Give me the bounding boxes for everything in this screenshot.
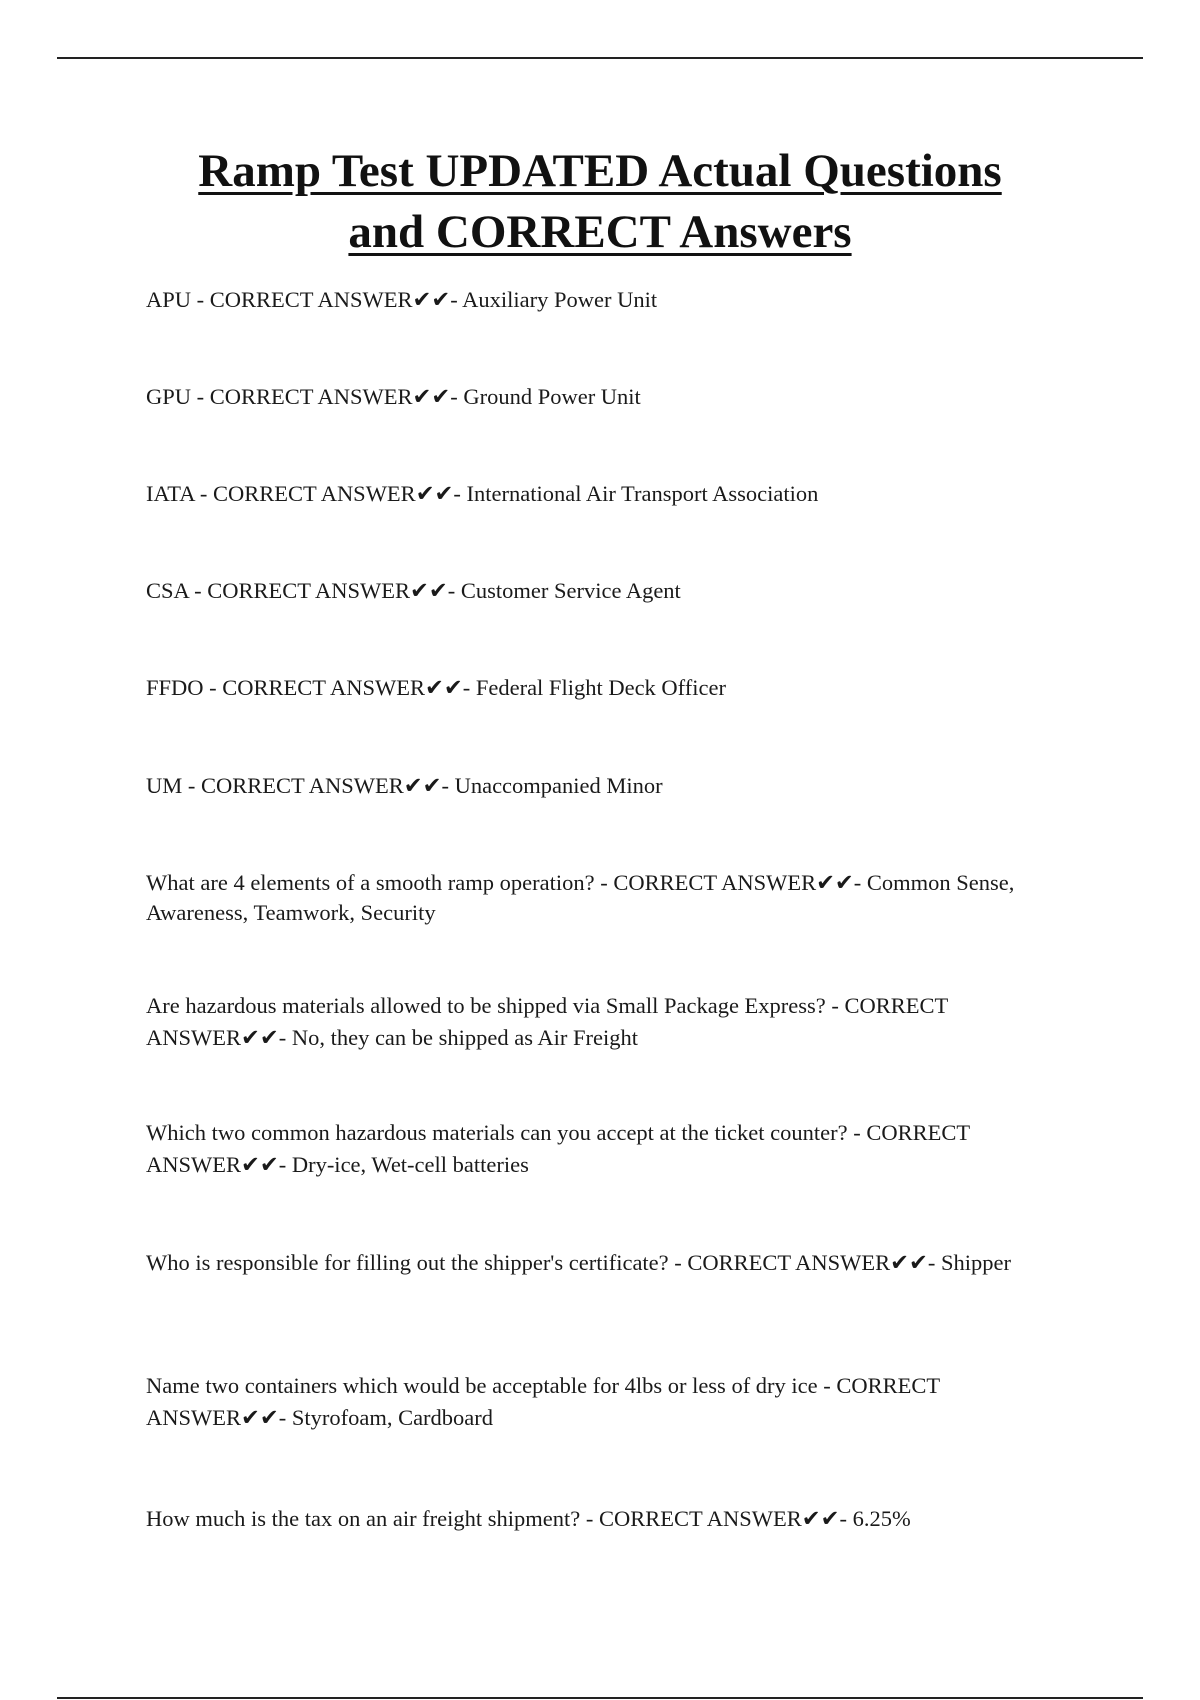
question-text: APU (146, 287, 192, 312)
correct-answer-marker: - CORRECT ANSWER✔✔- (196, 287, 458, 312)
question-text: UM (146, 773, 183, 798)
question-text: IATA (146, 481, 195, 506)
answer-text: Unaccompanied Minor (454, 773, 663, 798)
qa-item-ramp-elements (146, 868, 1046, 928)
answer-text: 6.25% (852, 1506, 911, 1531)
qa-item-hazmat-small-package (146, 990, 1046, 1054)
correct-answer-marker: - CORRECT ANSWER✔✔- (674, 1250, 936, 1275)
answer-text: Customer Service Agent (460, 578, 681, 603)
correct-answer-marker: - CORRECT ANSWER✔✔- (209, 675, 471, 700)
correct-answer-marker: - CORRECT ANSWER✔✔- (146, 993, 948, 1050)
footer-rule (57, 1697, 1143, 1699)
question-text: What are 4 elements of a smooth ramp operation? (146, 870, 595, 895)
answer-text: Dry-ice, Wet-cell batteries (291, 1152, 529, 1177)
qa-item-air-freight-tax (146, 1504, 1046, 1534)
answer-text: Shipper (940, 1250, 1011, 1275)
question-text: GPU (146, 384, 192, 409)
title-line-1: Ramp Test UPDATED Actual Questions (198, 145, 1002, 197)
qa-item-um (146, 771, 1046, 801)
correct-answer-marker: - CORRECT ANSWER✔✔- (187, 773, 449, 798)
document-title (100, 141, 1100, 263)
question-text: Which two common hazardous materials can you accept at the ticket counter? (146, 1120, 848, 1145)
qa-item-csa (146, 576, 1046, 606)
correct-answer-marker: - CORRECT ANSWER✔✔- (199, 481, 461, 506)
qa-item-hazmat-ticket-counter (146, 1117, 1046, 1181)
qa-item-gpu (146, 382, 1046, 412)
correct-answer-marker: - CORRECT ANSWER✔✔- (196, 384, 458, 409)
answer-text: No, they can be shipped as Air Freight (291, 1025, 639, 1050)
title-line-2: and CORRECT Answers (348, 206, 852, 258)
question-text: How much is the tax on an air freight shipment? (146, 1506, 581, 1531)
header-rule (57, 57, 1143, 59)
correct-answer-marker: - CORRECT ANSWER✔✔- (585, 1506, 847, 1531)
correct-answer-marker: - CORRECT ANSWER✔✔- (600, 870, 862, 895)
question-text: CSA (146, 578, 189, 603)
correct-answer-marker: - CORRECT ANSWER✔✔- (146, 1373, 940, 1430)
qa-item-ffdo (146, 673, 1046, 703)
question-text: FFDO (146, 675, 204, 700)
qa-item-iata (146, 479, 1046, 509)
question-text: Who is responsible for filling out the shipper's certificate? (146, 1250, 669, 1275)
qa-item-apu (146, 285, 1046, 315)
answer-text: International Air Transport Association (466, 481, 819, 506)
qa-item-shippers-certificate (146, 1248, 1046, 1278)
answer-text: Styrofoam, Cardboard (291, 1405, 494, 1430)
question-text: Are hazardous materials allowed to be shipped via Small Package Express? (146, 993, 826, 1018)
qa-item-dry-ice-containers (146, 1370, 1046, 1434)
answer-text: Auxiliary Power Unit (462, 287, 658, 312)
correct-answer-marker: - CORRECT ANSWER✔✔- (194, 578, 456, 603)
answer-text: Common Sense, Awareness, Teamwork, Security (146, 870, 1015, 925)
answer-text: Federal Flight Deck Officer (475, 675, 726, 700)
question-text: Name two containers which would be acceptable for 4lbs or less of dry ice (146, 1373, 818, 1398)
answer-text: Ground Power Unit (463, 384, 641, 409)
correct-answer-marker: - CORRECT ANSWER✔✔- (146, 1120, 970, 1177)
